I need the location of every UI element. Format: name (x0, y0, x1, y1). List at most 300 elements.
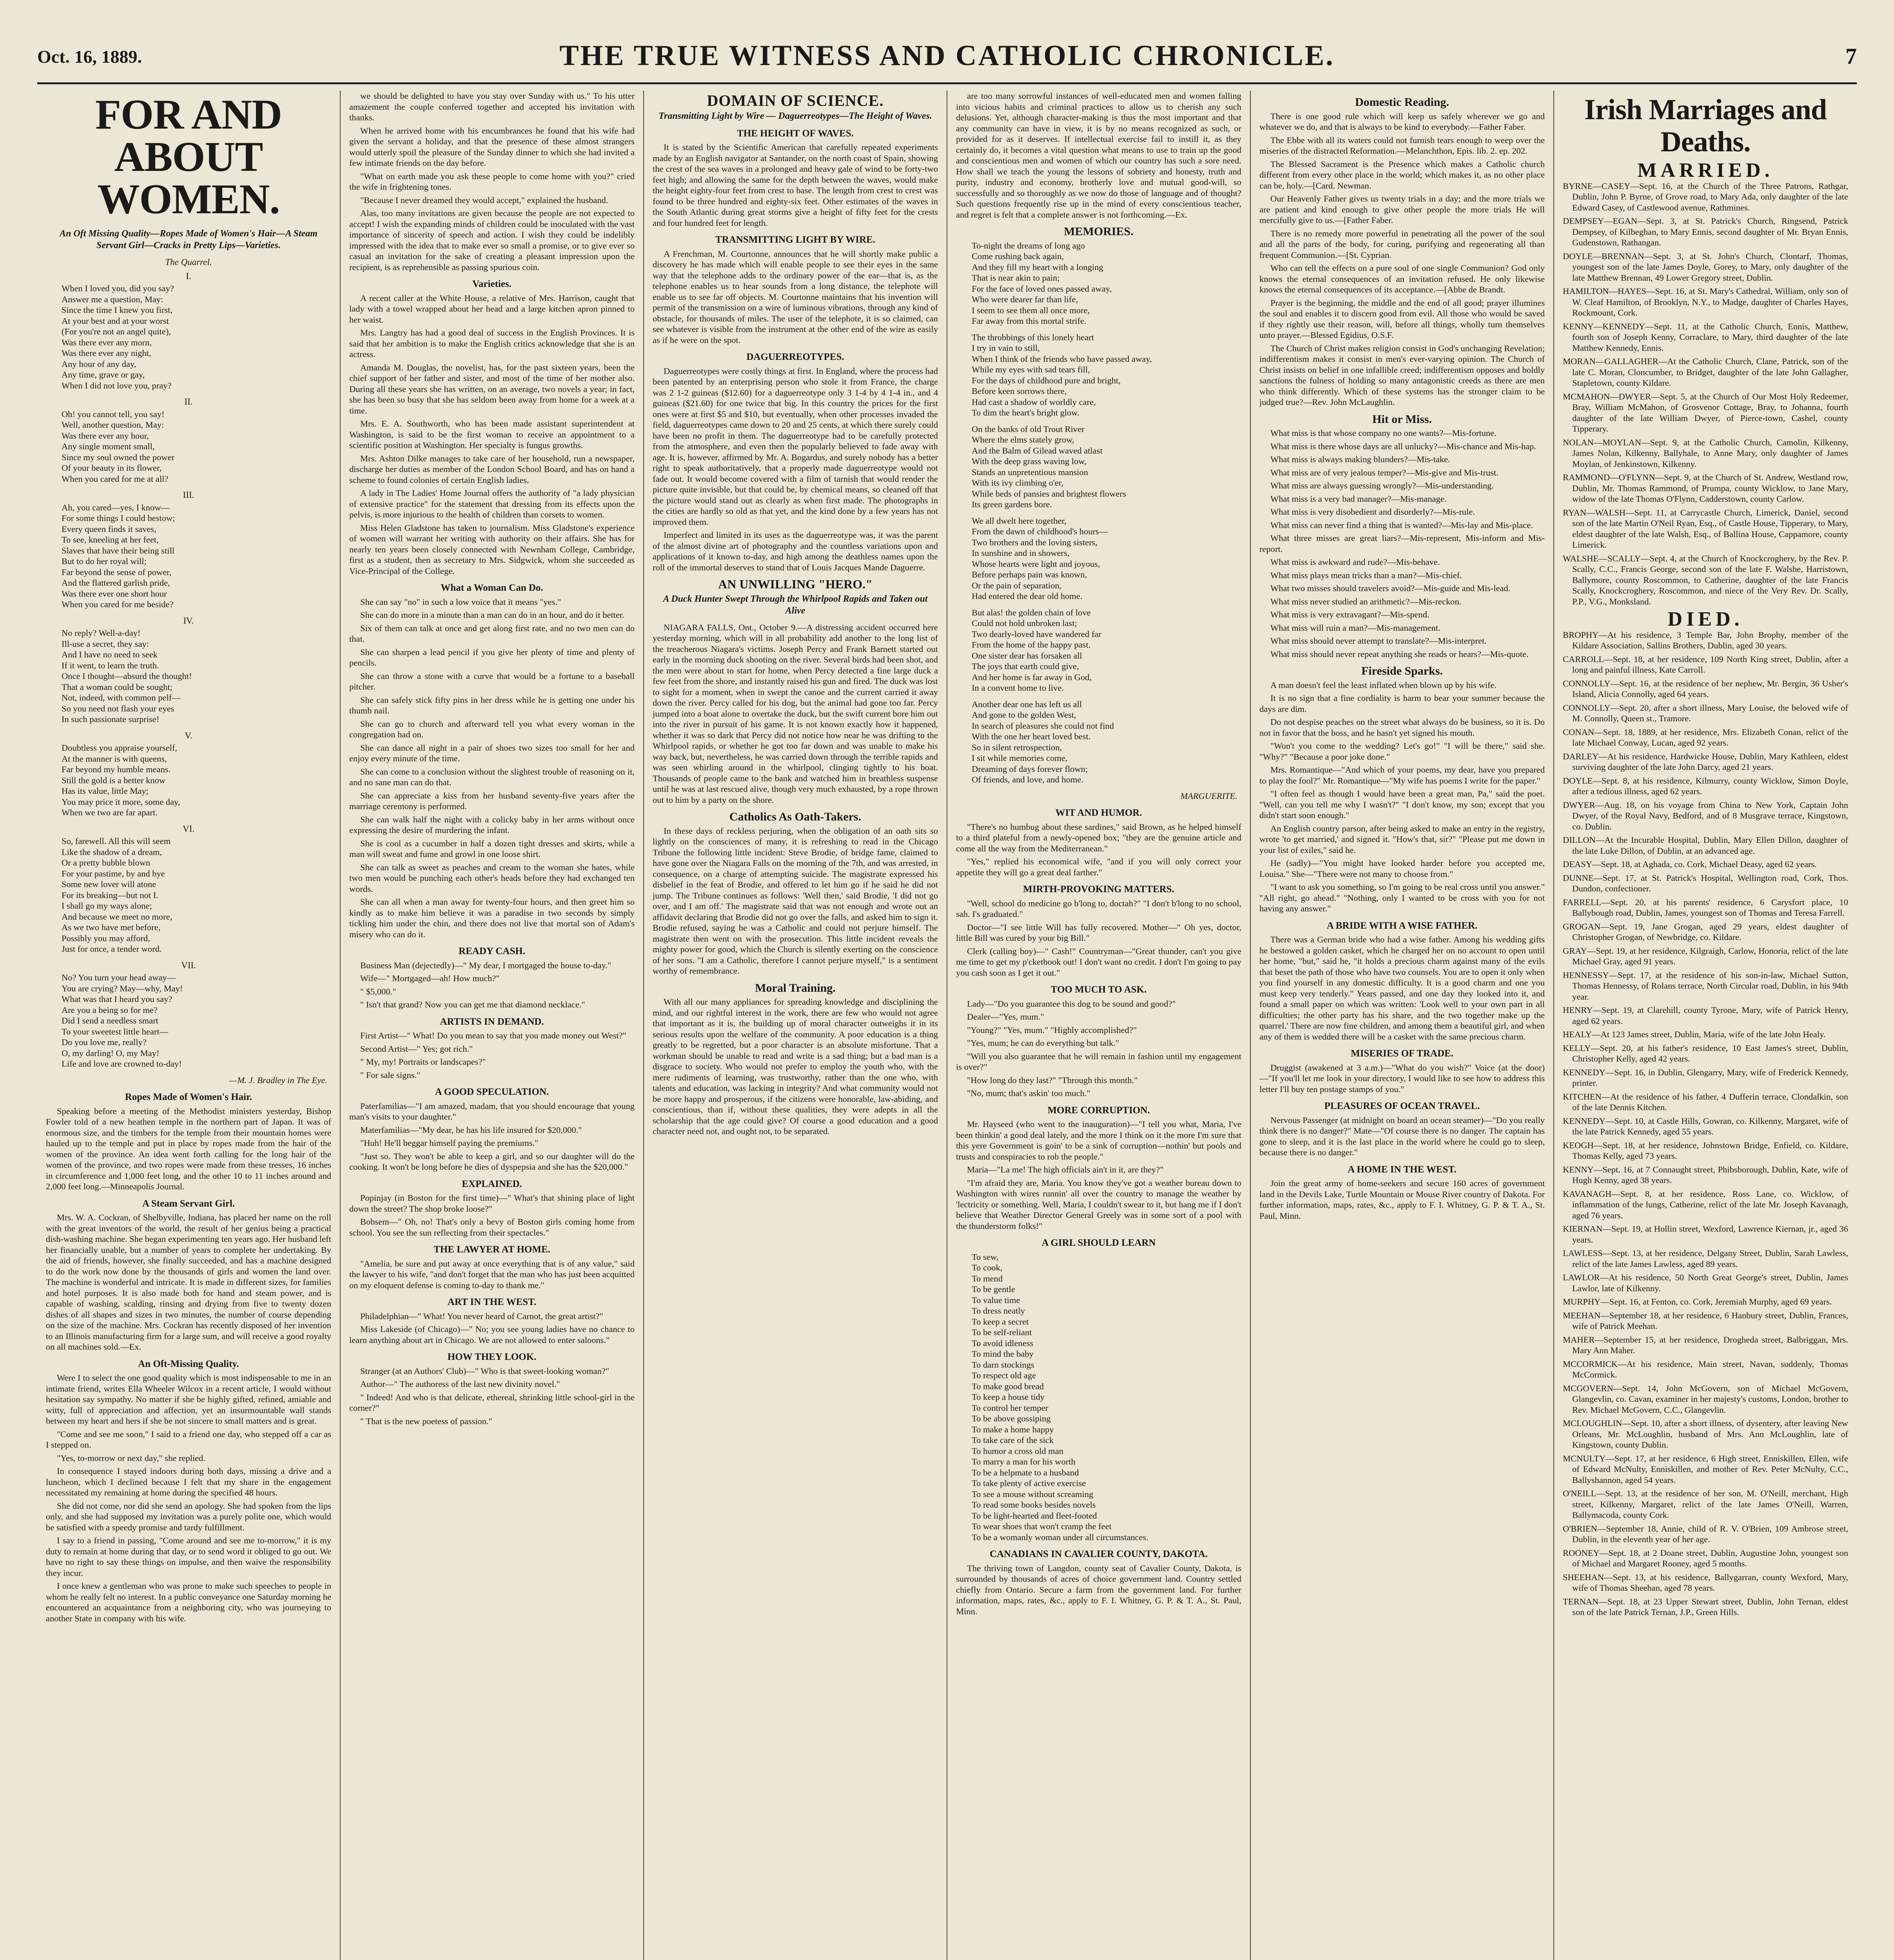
canadians-title: CANADIANS IN CAVALIER COUNTY, DAKOTA. (989, 1549, 1208, 1559)
notice-entry: NOLAN—MOYLAN—Sept. 9, at the Catholic Church, Camolin, Kilkenny, James Nolan, Kilkenny, Ballyhale, to Anne Mary, only daughter of James Moylan, of Jenkinstown, Kilkenny. (1563, 437, 1848, 469)
poem-line: When you cared for me beside? (62, 599, 174, 609)
notice-entry: O'NEILL—Sept. 13, at the residence of her son, M. O'Neill, merchant, High street, Kilkenny, Margaret, relict of the late James O'Neill, Warren, Ballymacoda, county Cork. (1563, 1488, 1848, 1520)
paragraph: " That is the new poetess of passion." (360, 1416, 492, 1426)
paragraph: Alas, too many invitations are given because the people are not expected to accept! I wish the expanding minds of children could be inoculated with the vast importance of sincerity of speech and action. I wish they could be indelibly impressed with the idea that to make ever so small a promise, or to give ever so casual an invitation for the sake of creating a pleasant impression upon the recipient, is as reprehensible as passing spurious coin. (349, 208, 635, 272)
notice-entry: DOYLE—BRENNAN—Sept. 3, at St. John's Church, Clontarf, Thomas, youngest son of the late James Doyle, Gorey, to Mary, only daughter of the late Matthew Brennan, 49 Lower Gregory street, Dublin. (1563, 251, 1848, 283)
varieties-title: Varieties. (472, 279, 512, 289)
paragraph: I once knew a gentleman who was prone to make such speeches to people in whom he really felt no interest. In a public conveyance one Saturday morning he encountered an acquaintance from a neighboring city, who was journeying to another State in company with his wife. (46, 1581, 331, 1623)
paragraph: are too many sorrowful instances of well-educated men and women falling into vicious habits and criminal practices to allow us to cherish any such delusions. Yet, although character-making is thus the most important and that any community can have in view, it is by no means recognized as such, or provided for as it deserves. If intellectual exercise fail to instill it, as they certainly do, it becomes a vital question what means to use to train up the good and conscientious men and women of which our country has such a sore need. How shall we teach the young the lessons of sobriety and honesty, truth and purity, industry and economy, brotherly love and mutual good-will, so successfully and so thoroughly as we now do those of language and of thought? Such questions frequently rise up in the mind of every conscientious teacher, and regret is felt that a complete answer is not forthcoming.—Ex. (956, 91, 1241, 220)
stanza-number: III. (183, 490, 194, 500)
bride-title: A BRIDE WITH A WISE FATHER. (1326, 920, 1478, 931)
poem-line: Every queen finds it saves, (62, 524, 156, 534)
waves-title: THE HEIGHT OF WAVES. (737, 128, 854, 139)
paragraph: It is stated by the Scientific American that carefully repeated experiments made by an English navigator at Santander, on the north coast of Spain, showing the crest of the sea waves in a prolonged and heavy gale of wind to be forty-two feet high; and allowing the same for the depth between the waves, would make the height eighty-four feet from crest to base. The length from crest to crest was found to be three hundred and eighty-six feet. Other estimates of the waves in the South Atlantic during great storms give a height of fifty feet for the crests and four hundred feet for length. (653, 142, 938, 228)
paragraph: A recent caller at the White House, a relative of Mrs. Harrison, caught that lady with a towel wrapped about her head and a large kitchen apron pinned to her waist. (349, 293, 635, 325)
artists-title: ARTISTS IN DEMAND. (440, 1016, 544, 1027)
memories-title: MEMORIES. (1064, 225, 1134, 238)
notice-entry: O'BRIEN—September 18, Annie, child of R. V. O'Brien, 109 Ambrose street, Dublin, in the eleventh year of her age. (1563, 1523, 1848, 1544)
list-line: To humor a cross old man (972, 1446, 1064, 1456)
notice-entry: DWYER—Aug. 18, on his voyage from China to New York, Captain John Dwyer, of the Royal Navy, Bedford, and of 8 Musgrave terrace, Kingstown, co. Dublin. (1563, 800, 1848, 831)
wit-title: WIT AND HUMOR. (1055, 808, 1142, 818)
paragraph: In consequence I stayed indoors during both days, missing a drive and a luncheon, which I declined because I felt that my share in the engagement necessitated my remaining at home during the specified 48 hours. (46, 1466, 331, 1497)
poem-line: And they fill my heart with a longing (972, 262, 1103, 272)
poem-line: Are you a being so for me? (62, 1005, 158, 1015)
married-list (1563, 181, 1848, 607)
canadians-text (956, 1563, 1241, 1617)
paragraph: Miss Lakeside (of Chicago)—" No; you see young ladies have no chance to learn anything about art in Chicago. We are not allowed to enter saloons." (349, 1324, 635, 1345)
list-line: To take plenty of active exercise (972, 1478, 1086, 1488)
poem-line: When you cared for me at all? (62, 474, 169, 484)
paragraph: She can throw a stone with a curve that would be a fortune to a baseball pitcher. (349, 671, 635, 691)
paragraph: "Yes," replied his economical wife, "and if you will only correct your appetite they will go a great deal farther." (956, 857, 1241, 877)
paragraph: we should be delighted to have you stay over Sunday with us." To his utter amazement the couple conferred together and accepted his invitation with thanks. (349, 91, 635, 122)
poem-line: Some new lover will atone (62, 879, 156, 889)
paragraph: Were I to select the one good quality which is most indispensable to me in an intimate friend, writes Ella Wheeler Wilcox in a recent article, I would without hesitation say sympathy. No matter if she be highly gifted, refined, amiable and witty, full of appreciation and affection, yet an insurmountable wall stands between my heart and hers if she be not sincere to small matters and is great. (46, 1373, 331, 1426)
poem-line: Possibly you may afford, (62, 933, 150, 943)
notice-entry: FARRELL—Sept. 20, at his parents' residence, 6 Carysfort place, 10 Ballybough road, Dublin, James, youngest son of Thomas and Teresa Farrell. (1563, 897, 1848, 918)
column-3 (644, 91, 947, 1960)
poem-line: Was there ever any morn, (62, 337, 152, 347)
paragraph: "What on earth made you ask these people to come home with you?" cried the wife in frightening tones. (349, 171, 635, 192)
ready-text (349, 960, 635, 1010)
stanza (62, 836, 331, 955)
notice-entry: KENNY—Sept. 16, at 7 Connaught street, Phibsborough, Dublin, Kate, wife of Hugh Kenny, aged 38 years. (1563, 1164, 1848, 1185)
list-line: To dress neatly (972, 1306, 1025, 1316)
list-line: To control her temper (972, 1403, 1049, 1413)
poem-line: Where the elms stately grow, (972, 435, 1074, 445)
poem-line: At the manner is with queens, (62, 753, 167, 764)
notice-entry: LAWLOR—At his residence, 50 North Great George's street, Dublin, James Lawlor, late of Kilkenny. (1563, 1272, 1848, 1293)
oath-title: Catholics As Oath-Takers. (729, 810, 862, 823)
paragraph: Six of them can talk at once and get along first rate, and no two men can do that. (349, 623, 635, 644)
paragraph: "Won't you come to the wedding? Let's go!" "I will be there," said she. "Why?" "Because a poor joke done." (1259, 741, 1545, 762)
list-line: To be gentle (972, 1284, 1015, 1294)
poem-line: I seem to see them all once more, (972, 305, 1090, 315)
unwilling-title: AN UNWILLING "HERO." (718, 577, 873, 591)
paragraph: " My, my! Portraits or landscapes?" (360, 1057, 486, 1067)
paragraph: Lady—"Do you guarantee this dog to be sound and good?" (967, 998, 1176, 1009)
poem-line: O, my darling! O, my May! (62, 1048, 160, 1058)
notice-entry: MEEHAN—September 18, at her residence, 6 Hanbury street, Dublin, Frances, wife of Patrick Meehan. (1563, 1310, 1848, 1331)
poem-line: For your pastime, by and bye (62, 868, 165, 878)
list-line: To mind the baby (972, 1349, 1034, 1359)
list-line: To take care of the sick (972, 1435, 1054, 1445)
poem-line: From the dawn of childhood's hours— (972, 526, 1108, 536)
poem-line: Any hour of any day, (62, 359, 136, 369)
notice-entry: KIERNAN—Sept. 19, at Hollin street, Wexford, Lawrence Kiernan, jr., aged 36 years. (1563, 1224, 1848, 1245)
paragraph: She can say "no" in such a low voice that it means "yes." (360, 597, 561, 607)
notice-entry: HENNESSY—Sept. 17, at the residence of his son-in-law, Michael Sutton, Thomas Hennessy, of Rolans terrace, North Circular road, Dublin, in his 94th year. (1563, 970, 1848, 1002)
paragraph: A lady in The Ladies' Home Journal offers the authority of "a lady physician of extensive practice" for the statement that dressing from its effects upon the pelvis, is more injurious to the health of children than corsets to women. (349, 488, 635, 519)
poem-line: Did I send a needless smart (62, 1016, 158, 1025)
notice-entry: MCGOVERN—Sept. 14, John McGovern, son of Michael McGovern, Glangevlin, co. Cavan, examiner in her majesty's customs, London, brother to Rev. Michael McGovern, C.C., Glangevlin. (1563, 1383, 1848, 1415)
paragraph: The Ebbe with all its waters could not furnish tears enough to weep over the miseries of the distracted Reformation.—Melanchthon, Epis. lib. 2. ep. 202. (1259, 135, 1545, 156)
notice-entry: BROPHY—At his residence, 3 Temple Bar, John Brophy, member of the Kildare Association, Sallins Brothers, Dublin, aged 30 years. (1563, 630, 1848, 650)
paragraph: What miss will ruin a man?—Mis-management. (1270, 622, 1440, 633)
poem-line: Had entered the dear old home. (972, 591, 1083, 601)
oft-title: An Oft-Missing Quality. (138, 1358, 239, 1369)
paragraph: Clerk (calling boy)—" Cash!" Countryman—"Great thunder, can't you give me time to get my p'cketbook out! I don't want no credit. I don't I'm going to pay you cash soon as I get it out." (956, 946, 1241, 978)
corruption-title: MORE CORRUPTION. (1047, 1105, 1150, 1116)
poem-line: But alas! the golden chain of love (972, 607, 1091, 617)
column-1 (37, 91, 341, 1960)
paragraph: Druggist (awakened at 3 a.m.)—"What do you wish?" Voice (at the door)—"If you'll let me look in your directory, I would like to see how to address this letter I'll buy ten postage stamps of you." (1259, 1062, 1545, 1094)
list-line: To respect old age (972, 1370, 1036, 1380)
poem-line: Was there ever any night, (62, 348, 151, 358)
miss-text (1259, 428, 1545, 659)
moral-text (653, 996, 938, 1137)
poem-line: You are crying? May—why, May! (62, 983, 183, 993)
poem-line: I try in vain to still, (972, 343, 1040, 353)
poem-line: In a convent home to live. (972, 683, 1064, 693)
daguerreotypes-text (653, 366, 938, 573)
poem-line: From the home of the happy past. (972, 640, 1091, 650)
paragraph: Doctor—"I see little Will has fully recovered. Mother—" Oh yes, doctor, little Bill was cured by your big Bill." (956, 922, 1241, 943)
issue-date: Oct. 16, 1889. (37, 47, 142, 67)
paragraph: Paterfamilias—"I am amazed, madam, that you should encourage that young man's visits to your daughter." (349, 1101, 635, 1122)
paragraph: Mrs. Langtry has had a good deal of success in the English Provinces. It is said that her ambition is to make the English critics acknowledge that she is an actress. (349, 328, 635, 359)
paragraph: What miss is very disobedient and disorderly?—Mis-rule. (1270, 507, 1475, 517)
poem-title: The Quarrel. (165, 257, 212, 267)
paragraph: What miss is there whose days are all unlucky?—Mis-chance and Mis-hap. (1270, 441, 1536, 451)
notice-entry: LAWLESS—Sept. 13, at her residence, Delgany Street, Dublin, Sarah Lawless, relict of the late James Lawless, aged 89 years. (1563, 1248, 1848, 1269)
poem-line: Still the gold is a better know (62, 775, 165, 785)
waves-text (653, 142, 938, 228)
paragraph: There was a German bride who had a wise father. Among his wedding gifts he bestowed a golden casket, which he charged her on no account to open until her home, "but," said he, "it holds a precious charm against many of the evils that beset the path of those who have two counsels. You are to open it only when you find yourself in any domestic difficulty. It is a good charm and one you must keep very tenderly." Years passed, and one day they looked into it, and found a small paper on which was written: 'Look well to your own part in all difficulties; the other party has his share, and the two together make up the quarrel.' There are now fine children, and among them a beautiful girl, and when any of them is wedded there will be a casket with the same precious charm. (1259, 935, 1545, 1042)
stanza-number: VII. (181, 960, 196, 970)
paragraph: What miss are of very jealous temper?—Mis-give and Mis-trust. (1270, 467, 1499, 477)
notice-entry: MCLOUGHLIN—Sept. 10, after a short illness, of dysentery, after leaving New Orleans, Mr. McLoughlin, husband of Mrs. Ann McLoughlin, late of Kingstown, county Dublin. (1563, 1418, 1848, 1450)
speculation-title: A GOOD SPECULATION. (435, 1087, 549, 1097)
stanza (62, 972, 331, 1069)
quarrel-poem (46, 271, 331, 1069)
paragraph: Do not despise peaches on the street what always do be business, so it is. Do not in favor that the boss, and he hasn't yet signed his mouth. (1259, 717, 1545, 738)
stanza-number: VI. (182, 824, 195, 834)
notice-entry: TERNAN—Sept. 18, at 23 Upper Stewart street, Dublin, John Ternan, eldest son of the late Patrick Ternan, J.P., Green Hills. (1563, 1596, 1848, 1617)
paragraph: "No, mum; that's askin' too much." (967, 1088, 1090, 1098)
poem-line: Slaves that have their being still (62, 545, 175, 555)
wire-title: TRANSMITTING LIGHT BY WIRE. (715, 234, 875, 245)
paragraph: Business Man (dejectedly)—" My dear, I mortgaged the house to-day." (360, 960, 611, 970)
poem-line: To see, kneeling at her feet, (62, 535, 159, 544)
paragraph: A man doesn't feel the least inflated when blown up by his wife. (1270, 680, 1497, 690)
poem-line: And the Balm of Gilead waved atlast (972, 445, 1103, 456)
notice-entry: HEALY—At 123 James street, Dublin, Maria, wife of the late John Healy. (1563, 1029, 1826, 1039)
paragraph: Second Artist—" Yes; got rich." (360, 1044, 473, 1054)
notice-entry: RAMMOND—O'FLYNN—Sept. 9, at the Church of St. Andrew, Westland row, Dublin, Mr. Thomas Rammond, of Prumpa, county Wicklow, to Jane Mary, widow of the late Thomas O'Flynn, Cadderstown, county Carlow. (1563, 472, 1848, 504)
poem-line: But to do her royal will; (62, 556, 147, 566)
paragraph: What miss should never attempt to translate?—Mis-interpret. (1270, 636, 1487, 646)
paragraph: Philadelphian—" What! You never heard of Carnot, the great artist?" (360, 1311, 603, 1321)
poem-line: Could not hold unbroken last; (972, 618, 1077, 628)
stanza (62, 742, 331, 818)
paragraph: Mrs. W. A. Cockran, of Shelbyville, Indiana, has placed her name on the roll with the great inventors of the world, the result of her genius being a practical dish-washing machine. She began experimenting ten years ago. Her husband left her financially unable, but a number of years to complete her undertaking. By the aid of friends, however, she finally succeeded, and has a machine designed to do the work now done by the thousands of girls and women the land over. The machine is wonderful and intricate. It is made in different sizes, for families and hotel purposes. It is also made both for hand and steam power, and is capable of washing, scalding, rinsing and drying from five to twenty dozen dishes of all shapes and sizes in two minutes, the number of course depending on the size of the machine. Mrs. Cockran has recently disposed of her invention to an Illinois manufacturing firm for a large sum, and will receive a good royalty on all machines sold.—Ex. (46, 1212, 331, 1352)
died-title: DIED. (1667, 608, 1743, 630)
poem-line: Two dearly-loved have wandered far (972, 629, 1101, 639)
list-line: To keep a house tidy (972, 1392, 1045, 1402)
paragraph: What miss is that whose company no one wants?—Mis-fortune. (1270, 428, 1497, 438)
paragraph: Mrs. E. A. Southworth, who has been made assistant superintendent at Washington, is said to be the first woman to receive an appointment to a scientific position at Washington. Her specialty is fungus growths. (349, 419, 635, 450)
paragraph: Nervous Passenger (at midnight on board an ocean steamer)—"Do you really think there is no danger?" Mate—"Of course there is no danger. The captain has gone to sleep, and it is the last place in the world where he could go to sleep, because there is no danger." (1259, 1115, 1545, 1157)
paragraph: The Church of Christ makes religion consist in God's unchanging Revelation; indifferentism makes it consist in men's ever-varying opinion. The Church of Christ insists on belief in one infallible creed; indifferentism opposes and boldly sanctions the fulness of holding so many antagonistic creeds as there are men who think differently. Which of these systems has the stronger claim to be judged true?—Rev. John McLaughlin. (1259, 343, 1545, 407)
art-text (349, 1311, 635, 1346)
paragraph: She is cool as a cucumber in half a dozen tight dresses and skirts, while a man will sweat and fume and growl in one loose shirt. (349, 838, 635, 859)
notice-entry: MCNULTY—Sept. 17, at her residence, 6 High street, Enniskillen, Ellen, wife of Edward McNulty, Enniskillen, and mother of Rev. Peter McNulty, C.C., Ballyshannon, aged 54 years. (1563, 1453, 1848, 1485)
poem-line: Stands an unpretentious mansion (972, 467, 1088, 477)
paragraph: Mrs. Ashton Dilke manages to take care of her household, run a newspaper, discharge her duties as member of the London School Board, and has on hand a scheme to found colonies of certain English ladies. (349, 453, 635, 485)
paragraph: When he arrived home with his encumbrances he found that his wife had given the servant a holiday, and that the presence of these almost strangers would utterly spoil the pleasure of the Sunday dinner to which she had invited a few intimate friends on the day before. (349, 125, 635, 168)
poem-line: You may price it more, some day, (62, 797, 180, 807)
poem-line: Do you love me, really? (62, 1037, 147, 1047)
corruption-text (956, 1119, 1241, 1231)
notice-entry: CARROLL—Sept. 18, at her residence, 109 North King street, Dublin, after a long and painful illness, Kate Carroll. (1563, 654, 1848, 675)
lawyer-text (349, 1258, 635, 1291)
fireside-title: Fireside Sparks. (1361, 664, 1443, 677)
wit-text (956, 822, 1241, 878)
notice-entry: MAHER—September 15, at her residence, Drogheda street, Balbriggan, Mrs. Mary Ann Maher. (1563, 1334, 1848, 1355)
notice-entry: RYAN—WALSH—Sept. 11, at Carrycastle Church, Limerick, Daniel, second son of the late Martin O'Neil Ryan, Esq., of Castle House, Tipperary, to Mary, eldest daughter of the late Walsh, Esq., of Ballina House, Cappamore, county Limerick. (1563, 507, 1848, 550)
paragraph: What three misses are great liars?—Mis-represent, Mis-inform and Mis-report. (1259, 533, 1545, 554)
poem-line: We all dwelt here together, (972, 515, 1067, 526)
list-line: To be self-reliant (972, 1327, 1032, 1337)
ready-title: READY CASH. (459, 946, 525, 956)
poem-line: Answer me a question, May: (62, 294, 163, 304)
poem-line: Or the pain of separation, (972, 580, 1062, 590)
paragraph: Amanda M. Douglas, the novelist, has, for the past sixteen years, been the chief support of her father and sister, and most of the time of her mother also. During all these years she has written, on an average, two novels a year; in fact, she has been so busy that she has seldom been away from home for a week at a time. (349, 362, 635, 416)
ropes-title: Ropes Made of Women's Hair. (125, 1092, 252, 1102)
poem-line: Another dear one has left us all (972, 699, 1082, 709)
stanza (972, 332, 1241, 418)
poem-line: At your best and at your worst (62, 316, 169, 326)
poem-line: Far away from this mortal strife. (972, 316, 1087, 326)
list-line: To avoid idleness (972, 1338, 1034, 1348)
poem-line: Has its value, little May; (62, 786, 149, 796)
list-line: To be a womanly woman under all circumstances. (972, 1532, 1148, 1542)
list-line: To wear shoes that won't cramp the feet (972, 1521, 1112, 1531)
steam-title: A Steam Servant Girl. (142, 1198, 235, 1209)
paragraph: Materfamilias—"My dear, he has his life insured for $20,000." (360, 1125, 582, 1135)
poem-line: (For you're not an angel quite), (62, 327, 171, 336)
paragraph: "Yes, mum; he can do everything but talk." (967, 1038, 1119, 1048)
paragraph: "Will you also guarantee that he will remain in fashion until my engagement is over?" (956, 1051, 1241, 1072)
poem-line: In such passionate surprise! (62, 714, 160, 724)
poem-line: And I have no need to seek (62, 650, 158, 659)
paragraph: NIAGARA FALLS, Ont., October 9.—A distressing accident occurred here yesterday morning, which will in all probability add another to the long list of the treacherous Niagara's victims. Joseph Percy and Frank Barnett started out early in the morning duck shooting on the river. Several birds had been shot, and the men were about to start for home, when Percy detected a fine large duck a few feet from the shore, and instantly raised his gun and fired. The duck was lost to sight for a moment, when in swept the canoe and the current carried it away down the river. Percy called for his dog, but the animal had gone too far. Percy jumped into a boat alone to overtake the duck, but the swift current bore him out into the river in pursuit of his game. It is not known exactly how it happened, whether it was so dark that Percy did not notice how near he was drifting to the Whirlpool rapids, or whether he got too far down and was unable to make his way back, but, nevertheless, he was carried down through the terrible rapids and was seen whirling around in the whirlpool, clinging tightly to his boat. Thousands of people came to the bank and watched him in breathless suspense until he was at last rescued alive, though very much exhausted, by a rope thrown out to him by a party on the shore. (653, 622, 938, 805)
moral-continued-text (956, 91, 1241, 220)
notice-entry: GRAY—Sept. 19, at her residence, Kilgraigh, Carlow, Honoria, relict of the late Michael Gray, aged 91 years. (1563, 946, 1848, 966)
column-4 (947, 91, 1251, 1960)
poem-line: I sit while memories come, (972, 753, 1068, 763)
paragraph: She can walk half the night with a colicky baby in her arms without once expressing the desire of murdering the infant. (349, 814, 635, 835)
poem-line: Of friends, and love, and home. (972, 775, 1083, 784)
notice-entry: MURPHY—Sept. 16, at Fenton, co. Cork, Jeremiah Murphy, aged 69 years. (1563, 1297, 1832, 1307)
stanza (62, 409, 331, 485)
poem-line: When I think of the friends who have passed away, (972, 354, 1152, 364)
oft-text (46, 1372, 331, 1624)
column-2 (341, 91, 644, 1960)
poem-line: Any time, grave or gay, (62, 370, 145, 379)
poem-line: Not, indeed, with common pelf— (62, 693, 181, 702)
poem-line: Like the shadow of a dream, (62, 847, 162, 857)
poem-line: Whose hearts were light and joyous, (972, 559, 1100, 569)
toomuch-title: TOO MUCH TO ASK. (1050, 984, 1147, 995)
paragraph: An English country parson, after being asked to make an entry in the registry, wrote 'to get married,' and signed it. "How's that, sir?" "Please put me down in your list of exiles," said he. (1259, 823, 1545, 855)
explained-text (349, 1192, 635, 1238)
poem-line: On the banks of old Trout River (972, 424, 1085, 434)
paragraph: Miss Helen Gladstone has taken to journalism. Miss Gladstone's experience of women will warrant her writing with authority on their affairs. She has for nearly ten years been closely connected with Newnham College, Cambridge, first as a student, then as secretary to Mrs. Sidgwick, whom she succeeded as Vice-Principal of the College. (349, 523, 635, 576)
stanza (62, 283, 331, 391)
steam-text (46, 1212, 331, 1352)
poem-line: Who were dearer far than life, (972, 294, 1078, 304)
poem-line: While beds of pansies and brightest flowers (972, 488, 1126, 499)
memories-poem (956, 240, 1241, 785)
notice-entry: DEASY—Sept. 18, at Aghada, co. Cork, Michael Deasy, aged 62 years. (1563, 859, 1817, 869)
poem-line: That a woman could be sought; (62, 682, 173, 692)
explained-title: EXPLAINED. (462, 1178, 522, 1189)
stanza (62, 502, 331, 610)
list-line: To sew, (972, 1252, 999, 1262)
notice-entry: MCCORMICK—At his residence, Main street, Navan, suddenly, Thomas McCormick. (1563, 1359, 1848, 1379)
poem-line: Oh! you cannot tell, you say! (62, 409, 165, 419)
poem-line: Once I thought—absurd the thought! (62, 671, 192, 681)
poem-line: When I did not love you, pray? (62, 380, 172, 390)
paragraph: What miss is always making blunders?—Mis-take. (1270, 454, 1450, 464)
trade-title: MISERIES OF TRADE. (1351, 1048, 1453, 1059)
poem-line: When I loved you, did you say? (62, 283, 174, 293)
paragraph: "Young?" "Yes, mum." "Highly accomplished?" (967, 1025, 1137, 1035)
paragraph: "How long do they last?" "Through this month." (967, 1075, 1138, 1085)
daguerreotypes-title: DAGUERREOTYPES. (746, 352, 844, 362)
paragraph: "There's no humbug about these sardines," said Brown, as he helped himself to a third plateful from a newly-opened box; "they are the genuine article and come all the way from the Mediterranean." (956, 822, 1241, 853)
paragraph: Join the great army of home-seekers and secure 160 acres of government land in the Devils Lake, Turtle Mountain or Mouse River country of Dakota. For further information, maps, rates, &c., apply to F. I. Whitney, G. P. & T. A., St. Paul, Minn. (1259, 1178, 1545, 1221)
poem-line: While my eyes with sad tears fill, (972, 365, 1090, 374)
poem-line: In sunshine and in showers, (972, 548, 1070, 558)
speculation-text (349, 1101, 635, 1172)
paragraph: "Huh! He'll beggar himself paying the premiums." (360, 1138, 539, 1148)
poem-line: Or a pretty bubble blown (62, 858, 151, 867)
ocean-text (1259, 1115, 1545, 1158)
paragraph: "Amelia, be sure and put away at once everything that is of any value," said the lawyer to his wife, "and don't forget that the man who has just been acquitted on my eloquent defense is coming to-day to thank me." (349, 1258, 635, 1290)
column-6 (1554, 91, 1857, 1960)
poem-line: With the one her heart loved best. (972, 731, 1091, 741)
paragraph: There is no remedy more powerful in penetrating all the power of the soul and all the parts of the body, for curing, purifying and regenerating all than frequent Communion.—[St. Cyprian. (1259, 228, 1545, 260)
poem-line: With its ivy climbing o'er, (972, 478, 1064, 488)
notice-entry: DARLEY—At his residence, Hardwicke House, Dublin, Mary Kathleen, eldest surviving daughter of the late John Darcy, aged 21 years. (1563, 751, 1848, 772)
paragraph: She can sharpen a lead pencil if you give her plenty of time and plenty of pencils. (349, 647, 635, 668)
poem-line: To-night the dreams of long ago (972, 240, 1085, 250)
notice-entry: DUNNE—Sept. 17, at St. Patrick's Hospital, Wellington road, Cork, Thos. Dundon, confectioner. (1563, 873, 1848, 893)
domestic-text (1259, 111, 1545, 408)
paragraph: The thriving town of Langdon, county seat of Cavalier County, Dakota, is surrounded by thousands of acres of choice government land. Country settled chiefly from Ontario. Secure a farm from the government land. For further information, maps, rates, &c., apply to F. I. Whitney, G. P. & T. A., St. Paul, Minn. (956, 1563, 1241, 1616)
ocean-title: PLEASURES OF OCEAN TRAVEL. (1324, 1101, 1480, 1111)
paragraph: First Artist—" What! Do you mean to say that you made money out West?" (360, 1031, 626, 1040)
notice-entry: KEOGH—Sept. 18, at her residence, Johnstown Bridge, Enfield, co. Kildare, Thomas Kelly, aged 73 years. (1563, 1140, 1848, 1161)
notice-entry: CONAN—Sept. 18, 1889, at her residence, Mrs. Elizabeth Conan, relict of the late Michael Conway, Lucan, aged 92 years. (1563, 727, 1848, 748)
notice-entry: MORAN—GALLAGHER—At the Catholic Church, Clane, Patrick, son of the late C. Moran, Cloncumber, to Bridget, daughter of the late John Gallagher, Stapletown, county Kildare. (1563, 356, 1848, 388)
notice-entry: MCMAHON—DWYER—Sept. 5, at the Church of Our Most Holy Redeemer, Bray, William McMahon, of Grosvenor Cottage, Bray, to Johanna, fourth daughter of the late William Dwyer, of Pierce-town, Cashel, county Tipperary. (1563, 391, 1848, 434)
poem-line: And the flattered garlish pride, (62, 578, 170, 588)
poem-line: Life and love are crowned to-day! (62, 1059, 182, 1069)
poem-line: In search of pleasures she could not find (972, 720, 1114, 731)
paragraph: "Because I never dreamed they would accept," explained the husband. (360, 195, 608, 205)
poem-line: One sister dear has forsaken all (972, 650, 1082, 661)
masthead (37, 16, 1857, 84)
poem-line: For the days of childhood pure and bright, (972, 375, 1121, 385)
women-banner: FOR AND ABOUT WOMEN. (95, 91, 282, 223)
paragraph: She can appreciate a kiss from her husband seventy-five years after the marriage ceremony is performed. (349, 790, 635, 811)
oath-text (653, 826, 938, 976)
paragraph: What miss can never find a thing that is wanted?—Mis-lay and Mis-place. (1270, 520, 1533, 530)
paragraph: Maria—"La me! The high officials ain't in it, are they?" (967, 1165, 1164, 1174)
list-line: To be light-hearted and fleet-footed (972, 1510, 1097, 1521)
girl-title: A GIRL SHOULD LEARN (1041, 1238, 1156, 1248)
paragraph: She can go to church and afterward tell you what every woman in the congregation had on. (349, 719, 635, 739)
paragraph: What miss is a very bad manager?—Mis-manage. (1270, 494, 1447, 504)
poem-line: So in silent retrospection, (972, 742, 1062, 752)
poem-line: For the face of loved ones passed away, (972, 283, 1112, 294)
paragraph: There is one good rule which will keep us safely wherever we go and whatever we do, and that is always to be kind to everybody.—Father Faber. (1259, 111, 1545, 132)
poem-line: And because we meet no more, (62, 911, 172, 922)
paragraph: She did not come, nor did she send an apology. She had spoken from the lips only, and she had supposed my invitation was a purely polite one, which would be satisfied with a speedy promise and tardy fulfillment. (46, 1501, 331, 1532)
woman-title: What a Woman Can Do. (441, 583, 543, 593)
unwilling-text (653, 622, 938, 806)
look-text (349, 1366, 635, 1427)
poem-line: Two brothers and the loving sisters, (972, 537, 1098, 547)
stanza (972, 424, 1241, 510)
notice-entry: CONNOLLY—Sept. 20, after a short illness, Mary Louise, the beloved wife of M. Connolly, Queen st., Tramore. (1563, 702, 1848, 723)
memories-signature: MARGUERITE. (1180, 791, 1237, 801)
poem-line: Doubtless you appraise yourself, (62, 743, 177, 753)
paragraph: She can talk as sweet as peaches and cream to the woman she hates, while two men would be punching each other's heads before they had exchanged ten words. (349, 862, 635, 894)
stanza-number: V. (185, 730, 192, 740)
list-line: To read some books besides novels (972, 1500, 1096, 1510)
moral-title: Moral Training. (755, 981, 836, 995)
paragraph: She can all when a man away for twenty-four hours, and then greet him so kindly as to make him believe it was a paradise in two seconds by simply tickling him under the chin, and there does not live that mortal son of Adam's misery who can do it. (349, 897, 635, 939)
stanza (62, 628, 331, 725)
art-title: ART IN THE WEST. (447, 1297, 537, 1307)
paragraph: What miss plays mean tricks than a man?—Mis-chief. (1270, 570, 1462, 580)
notice-entry: HENRY—Sept. 19, at Clarehill, county Tyrone, Mary, wife of Patrick Henry, aged 62 years. (1563, 1005, 1848, 1026)
paragraph: What miss is very extravagant?—Mis-spend. (1270, 610, 1430, 619)
domestic-title: Domestic Reading. (1355, 96, 1449, 109)
poem-line: To dim the heart's bright glow. (972, 408, 1079, 417)
poem-line: Its green gardens bore. (972, 499, 1052, 509)
paragraph: Dealer—"Yes, mum." (967, 1012, 1044, 1022)
mirth-text (956, 898, 1241, 978)
unwilling-deck: A Duck Hunter Swept Through the Whirlpool Rapids and Taken out Alive (663, 593, 928, 616)
paragraph: What miss never studied an arithmetic?—Mis-reckon. (1270, 596, 1462, 606)
woman-text (349, 597, 635, 940)
married-title: MARRIED. (1637, 159, 1774, 181)
poem-line: The joys that earth could give, (972, 661, 1079, 671)
paragraph: Prayer is the beginning, the middle and the end of all good; prayer illumines the soul and enables it to discern good from evil. All those who would be saved if they rightly use their reason, will, before all things, wholly turn themselves unto prayer.—Blessed Egidius, O.S.F. (1259, 298, 1545, 340)
notice-entry: KITCHEN—At the residence of his father, 4 Dufferin terrace, Clondalkin, son of the late Dennis Kitchen. (1563, 1091, 1848, 1112)
trade-text (1259, 1062, 1545, 1095)
list-line: To darn stockings (972, 1359, 1034, 1370)
paragraph: " For sale signs." (360, 1070, 421, 1080)
artists-text (349, 1030, 635, 1080)
paragraph: What miss are always guessing wrongly?—Mis-understanding. (1270, 481, 1494, 490)
poem-line: Had cast a shadow of worldly care, (972, 397, 1096, 407)
paragraph: "Come and see me soon," I said to a friend one day, who stepped off a car as I stepped on. (46, 1429, 331, 1450)
paragraph: Speaking before a meeting of the Methodist ministers yesterday, Bishop Fowler told of a new heathen temple in the northern part of Japan. It was of enormous size, and the timbers for the temple from their mountain homes were hauled up to the temple and put in place by ropes made from the hair of the women of the province. An idea went forth calling for the long hair of the women of the province, and two ropes were made from these tresses, 16 inches in circumference and 1,000 feet long, and the other 10 to 11 inches around and 2,000 feet long.—Minneapolis Journal. (46, 1106, 331, 1191)
poem-line: Was there ever any hour, (62, 430, 149, 441)
poem-line: Since the time I knew you first, (62, 305, 173, 315)
columns (37, 84, 1857, 1960)
paragraph: In these days of reckless perjuring, when the obligation of an oath sits so lightly on the consciences of many, it is refreshing to read in the Chicago Tribune the following little incident: Steve Brodie, of bridge fame, claimed to have gone over the Niagara Falls on the morning of the 7th, and was arrested, in consequence, on a charge of attempting suicide. The magistrate expressed his disbelief in the feat of Brodie, and offered to let him go if he said he did not jump. The Tribune continues as follows: 'Well then,' said Brodie, 'I did not go over, and I am off.' The magistrate said that was not enough and wrote out an affidavit declaring that Brodie did not go over the falls, and asked him to sign it. Brodie refused, saying he was a Catholic and could not perjure himself. The magistrate then went on with the prosecution. This little incident reveals the mighty power for good, which the Church is silently exerting on the conscience of her sons. "I am a Catholic, therefore I cannot perjure myself," is a sentiment worthy of remembrance. (653, 826, 938, 976)
poem-line: Far beyond my humble means. (62, 764, 171, 774)
invitation-text (349, 91, 635, 272)
